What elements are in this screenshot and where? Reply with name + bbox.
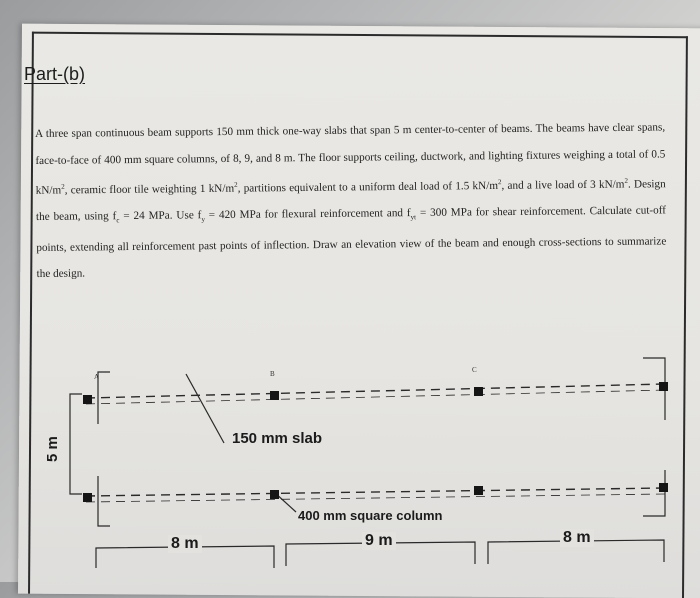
column-d-bottom [659, 483, 668, 492]
beam-line-bottom-2 [86, 494, 665, 502]
span-label-1: 8 m [168, 535, 202, 553]
column-a-top [83, 395, 92, 404]
span-label-3: 8 m [560, 529, 594, 547]
column-c-bottom [474, 486, 483, 495]
text-s7: = 420 MPa for flexural reinforcement and f [204, 207, 411, 222]
slab-label: 150 mm slab [232, 430, 323, 447]
slab-leader [186, 374, 224, 443]
beam-line-top [86, 384, 665, 398]
beam-line-bottom [86, 488, 665, 496]
column-label-b: B [270, 370, 275, 378]
text-s4: , and a live load of 3 kN/m [501, 178, 625, 192]
text-s5: . Design the beam, using f [35, 178, 666, 224]
right-slab-edge-lower [643, 470, 665, 516]
column-d-top [659, 382, 668, 391]
problem-statement: A three span continuous beam supports 150 mm thick one-way slabs that span 5 m center-to-center of beams. The beams have clear spans, face-to-face of 400 mm square columns, of 8, 9, and 8 m. The floor supports ceiling, ductwork, and lighting fixtures weighing a total of 0.5 $kN/m^2$, ceramic floor tile weighting 1 $kN/m^2$, partitions equivalent to a uniform deal load of 1.5 $kN/m^2$, and a live load of 3 $kN/m^2$. Design the beam, using $f_c = 24$ MPa. Use $f_y = 420$ MPa for flexural reinforcement and $f_{yt} = 300$ MPa for shear reinforcement. Calculate cut-off points, extending all reinforcement past points of inflection. Draw an elevation view of the beam and enough cross-sections to summarize the design. [35, 121, 667, 281]
left-slab-edge-lower [98, 476, 110, 526]
column-label-a: A [94, 373, 100, 381]
column-c-top [474, 387, 483, 396]
text-s2: , ceramic floor tile weighting 1 kN/m [64, 182, 235, 197]
text-s1: A three span continuous beam supports 150 mm thick one-way slabs that span 5 m center-to-center of beams. The beams have clear spans, face-to-face of 400 mm square columns, of 8, 9, and 8 m. The floor supports ceiling, ductwork, and lighting fixtures weighing a total of 0.5 kN/m [35, 121, 666, 197]
text-s8: = 300 MPa for shear reinforcement. Calculate cut-off points, extending all reinforcement past points of inflection. Draw an elevation view of the beam and enough cross-sections to summarize the design. [36, 204, 667, 281]
beam-line-top-2 [86, 390, 665, 404]
column-label-c: C [472, 366, 477, 374]
dimension-5m-line [70, 394, 82, 494]
column-b-bottom [270, 490, 279, 499]
column-a-bottom [83, 493, 92, 502]
text-s3: , partitions equivalent to a uniform deal load of 1.5 kN/m [237, 179, 499, 195]
column-b-top [270, 391, 279, 400]
part-heading: Part-(b) [24, 64, 86, 84]
span-label-2: 9 m [362, 532, 396, 550]
text-s6: = 24 MPa. Use f [119, 209, 202, 223]
spacing-label-5m: 5 m [44, 436, 61, 462]
column-label: 400 mm square column [298, 508, 443, 523]
